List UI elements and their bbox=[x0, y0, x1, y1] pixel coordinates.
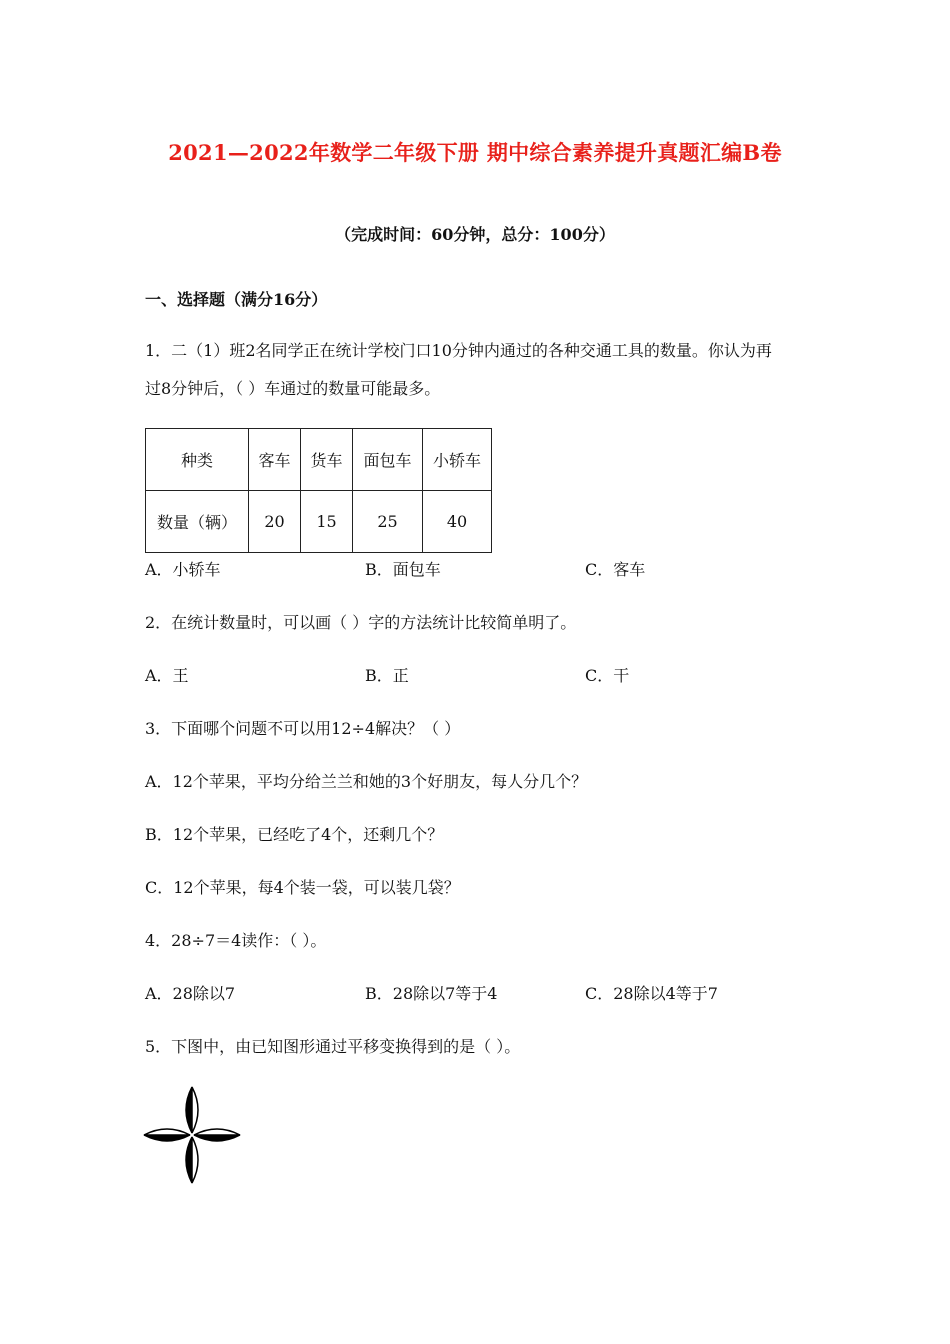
table-header-cell: 小轿车 bbox=[423, 429, 492, 491]
q2-option-b[interactable]: B．正 bbox=[365, 666, 409, 685]
q3-option-c[interactable]: C．12个苹果，每4个装一袋，可以装几袋？ bbox=[145, 878, 460, 897]
question-5: 5．下图中，由已知图形通过平移变换得到的是（ ）。 bbox=[145, 1037, 521, 1056]
table-cell: 25 bbox=[353, 491, 423, 553]
table-cell: 15 bbox=[301, 491, 353, 553]
q3-option-a[interactable]: A．12个苹果，平均分给兰兰和她的3个好朋友，每人分几个？ bbox=[145, 772, 588, 791]
table-header-row bbox=[146, 429, 492, 491]
table-cell: 20 bbox=[249, 491, 301, 553]
exam-info: （完成时间：60分钟，总分：100分） bbox=[335, 225, 615, 244]
table-header-cell: 货车 bbox=[301, 429, 353, 491]
table-cell: 40 bbox=[423, 491, 492, 553]
four-petal-flower-icon bbox=[140, 1085, 245, 1189]
q1-option-b[interactable]: B．面包车 bbox=[365, 560, 441, 579]
q4-option-a[interactable]: A．28除以7 bbox=[145, 984, 236, 1003]
question-1-line-2: 过8分钟后，（ ）车通过的数量可能最多。 bbox=[145, 379, 441, 398]
table-header-cell: 客车 bbox=[249, 429, 301, 491]
question-3: 3．下面哪个问题不可以用12÷4解决？（ ） bbox=[145, 719, 461, 738]
q4-option-b[interactable]: B．28除以7等于4 bbox=[365, 984, 498, 1003]
table-cell: 数量（辆） bbox=[146, 491, 249, 553]
q1-option-a[interactable]: A．小轿车 bbox=[145, 560, 221, 579]
q1-option-c[interactable]: C．客车 bbox=[585, 560, 646, 579]
table-header-cell: 面包车 bbox=[353, 429, 423, 491]
q2-option-a[interactable]: A．王 bbox=[145, 666, 189, 685]
q2-option-c[interactable]: C．干 bbox=[585, 666, 630, 685]
vehicle-count-table bbox=[145, 428, 492, 553]
q3-option-b[interactable]: B．12个苹果，已经吃了4个，还剩几个？ bbox=[145, 825, 444, 844]
question-4: 4．28÷7＝4读作：（ ）。 bbox=[145, 931, 327, 950]
question-1-line-1: 1．二（1）班2名同学正在统计学校门口10分钟内通过的各种交通工具的数量。你认为再 bbox=[145, 341, 772, 360]
section-heading-choice: 一、选择题（满分16分） bbox=[145, 290, 328, 309]
page-title: 2021—2022年数学二年级下册 期中综合素养提升真题汇编B卷 bbox=[168, 140, 782, 165]
question-2: 2．在统计数量时，可以画（ ）字的方法统计比较简单明了。 bbox=[145, 613, 577, 632]
table-row bbox=[146, 491, 492, 553]
q4-option-c[interactable]: C．28除以4等于7 bbox=[585, 984, 718, 1003]
table-header-cell: 种类 bbox=[146, 429, 249, 491]
